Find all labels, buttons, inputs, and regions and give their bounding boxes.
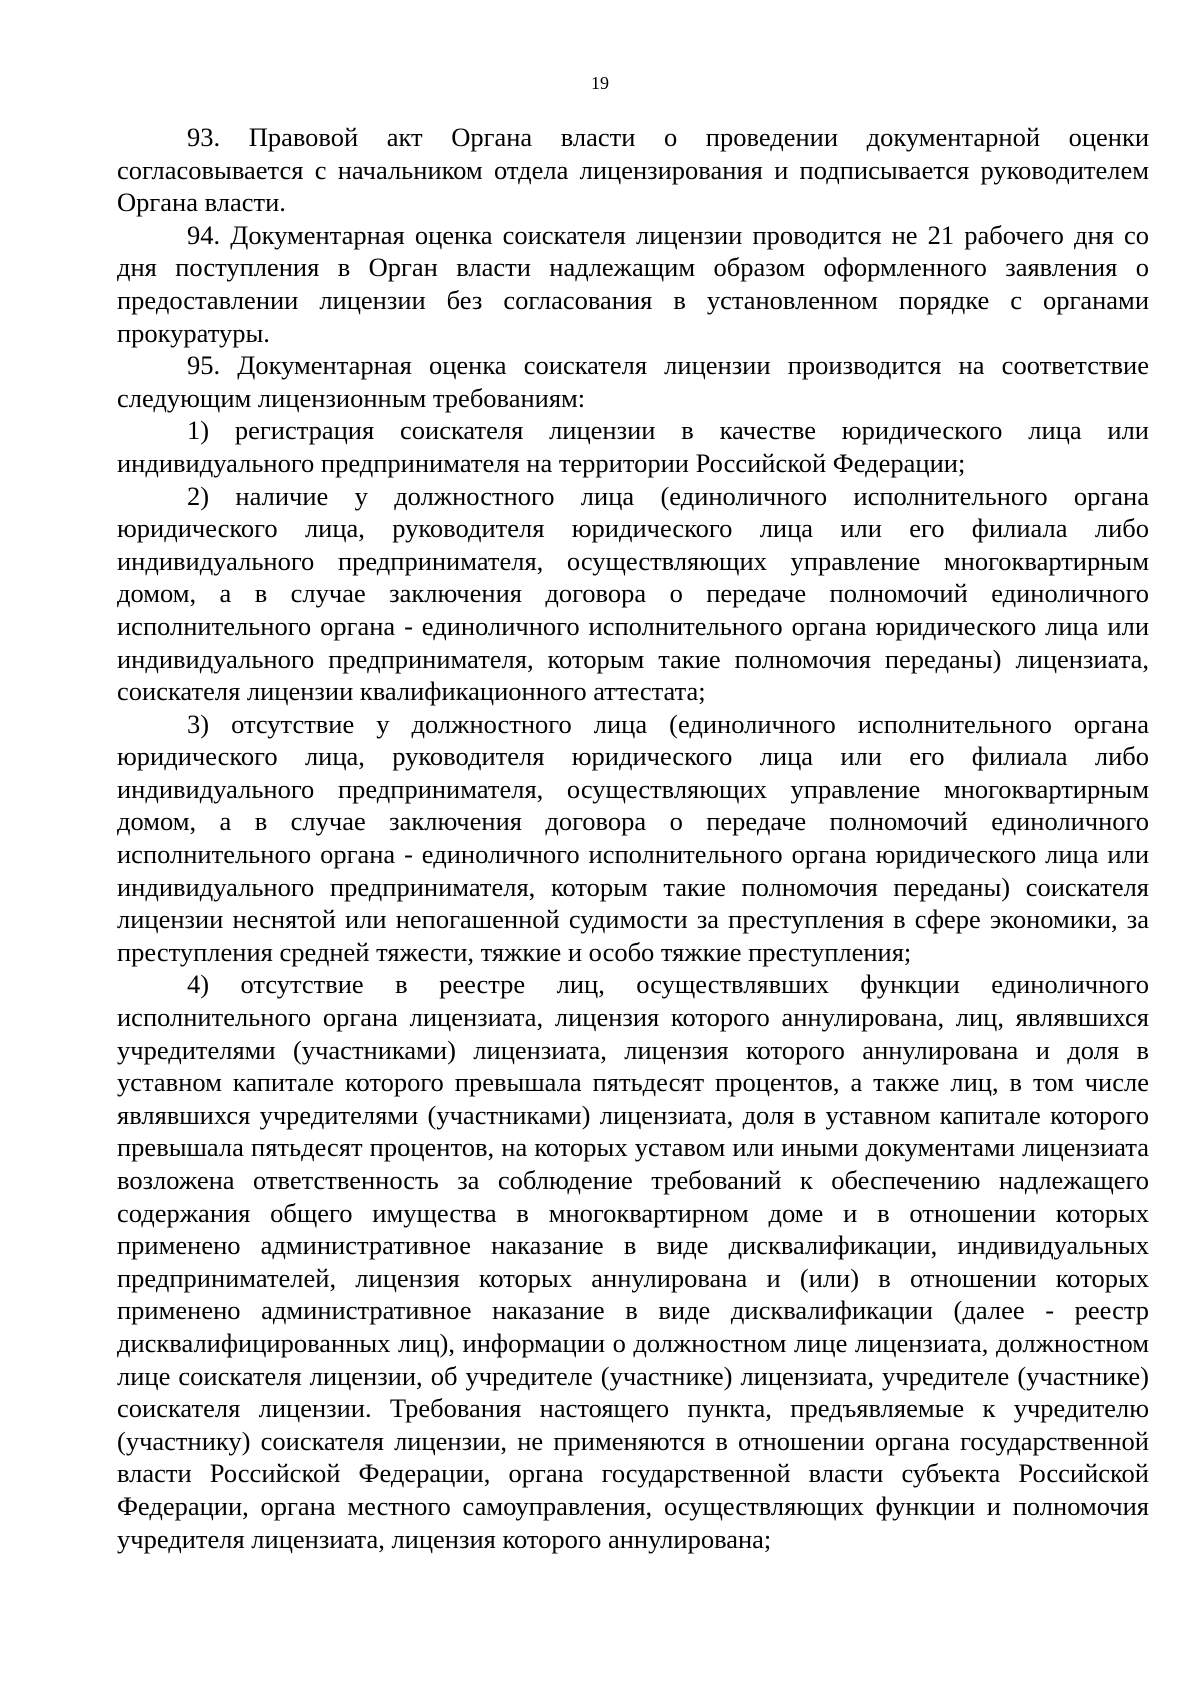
paragraph-94: 94. Документарная оценка соискателя лицензии проводится не 21 рабочего дня со дня поступления в Орган власти надлежащим образом оформленного заявления о предоставлении лицензии без согласования в установленном порядке с органами прокуратуры. bbox=[117, 219, 1149, 348]
page-number: 19 bbox=[591, 73, 609, 93]
document-body bbox=[117, 121, 1149, 1555]
paragraph-95: 95. Документарная оценка соискателя лицензии производится на соответствие следующим лицензионным требованиям: bbox=[117, 350, 1149, 413]
requirement-item-4: 4) отсутствие в реестре лиц, осуществлявших функции единоличного исполнительного органа лицензиата, лицензия которого аннулирована, лиц, являвшихся учредителями (участниками) лицензиата, лицензия которого аннулирована и доля в уставном капитале которого превышала пятьдесят процентов, а также лиц, в том числе являвшихся учредителями (участниками) лицензиата, доля в уставном капитале которого превышала пятьдесят процентов, на которых уставом или иными документами лицензиата возложена ответственность за соблюдение требований к обеспечению надлежащего содержания общего имущества в многоквартирном доме и в отношении которых применено административное наказание в виде дисквалификации, индивидуальных предпринимателей, лицензия которых аннулирована и (или) в отношении которых применено административное наказание в виде дисквалификации (далее - реестр дисквалифицированных лиц), информации о должностном лице лицензиата, должностном лице соискателя лицензии, об учредителе (участнике) лицензиата, учредителе (участнике) соискателя лицензии. Требования настоящего пункта, предъявляемые к учредителю (участнику) соискателя лицензии, не применяются в отношении органа государственной власти Российской Федерации, органа государственной власти субъекта Российской Федерации, органа местного самоуправления, осуществляющих функции и полномочия учредителя лицензиата, лицензия которого аннулирована; bbox=[117, 969, 1149, 1554]
paragraph-93: 93. Правовой акт Органа власти о проведении документарной оценки согласовывается с начальником отдела лицензирования и подписывается руководителем Органа власти. bbox=[117, 122, 1149, 218]
requirement-item-2: 2) наличие у должностного лица (единоличного исполнительного органа юридического лица, руководителя юридического лица или его филиала либо индивидуального предпринимателя, осуществляющих управление многоквартирным домом, а в случае заключения договора о передаче полномочий единоличного исполнительного органа - единоличного исполнительного органа юридического лица или индивидуального предпринимателя, которым такие полномочия переданы) лицензиата, соискателя лицензии квалификационного аттестата; bbox=[117, 480, 1149, 707]
requirement-item-1: 1) регистрация соискателя лицензии в качестве юридического лица или индивидуального предпринимателя на территории Российской Федерации; bbox=[117, 415, 1149, 478]
requirement-item-3: 3) отсутствие у должностного лица (единоличного исполнительного органа юридического лица, руководителя юридического лица или его филиала либо индивидуального предпринимателя, осуществляющих управление многоквартирным домом, а в случае заключения договора о передаче полномочий единоличного исполнительного органа - единоличного исполнительного органа юридического лица или индивидуального предпринимателя, которым такие полномочия переданы) соискателя лицензии неснятой или непогашенной судимости за преступления в сфере экономики, за преступления средней тяжести, тяжкие и особо тяжкие преступления; bbox=[117, 708, 1149, 967]
